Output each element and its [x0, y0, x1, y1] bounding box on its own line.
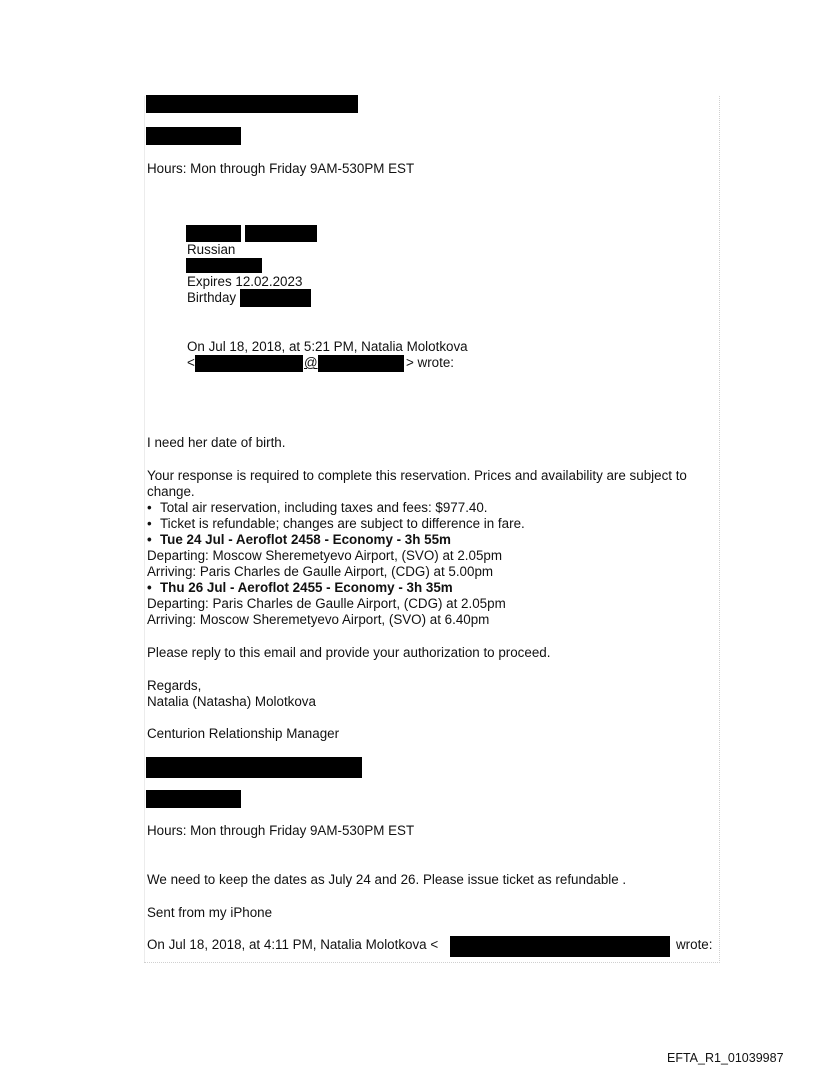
reply-text: We need to keep the dates as July 24 and 26. Please issue ticket as refundable .	[147, 872, 627, 887]
bullet-icon: •	[147, 500, 152, 515]
list-item	[147, 500, 488, 516]
message-text: Please reply to this email and provide your authorization to proceed.	[147, 645, 551, 660]
redacted-block	[245, 225, 317, 242]
bullet-icon: •	[147, 532, 152, 547]
quote-header: On Jul 18, 2018, at 4:11 PM, Natalia Molotkova <	[147, 937, 439, 952]
redacted-email-domain	[318, 355, 404, 372]
redacted-block	[146, 757, 362, 778]
message-text: change.	[147, 484, 195, 499]
quote-lt: <	[187, 355, 195, 370]
list-item	[147, 516, 525, 532]
redacted-block	[186, 258, 262, 273]
flight-title	[147, 580, 453, 596]
redacted-email	[450, 936, 670, 957]
redacted-block	[146, 790, 241, 808]
redacted-block	[240, 289, 311, 307]
bullet-icon: •	[147, 516, 152, 531]
hours-text: Hours: Mon through Friday 9AM-530PM EST	[147, 161, 415, 176]
flight-arriving: Arriving: Moscow Sheremetyevo Airport, (SVO) at 6.40pm	[147, 612, 490, 627]
message-text: Your response is required to complete this reservation. Prices and availability are subject to	[147, 468, 687, 483]
flight-arriving: Arriving: Paris Charles de Gaulle Airport, (CDG) at 5.00pm	[147, 564, 494, 579]
document-id: EFTA_R1_01039987	[667, 1051, 784, 1065]
nationality-text: Russian	[187, 242, 236, 257]
flight-title-text: Thu 26 Jul - Aeroflot 2455 - Economy - 3h 35m	[160, 580, 453, 595]
flight-title	[147, 532, 451, 548]
redacted-block	[186, 225, 241, 242]
email-at-sign: @	[304, 355, 318, 370]
flight-departing: Departing: Moscow Sheremetyevo Airport, (SVO) at 2.05pm	[147, 548, 503, 563]
hours-text: Hours: Mon through Friday 9AM-530PM EST	[147, 823, 415, 838]
bullet-icon: •	[147, 580, 152, 595]
sent-from-text: Sent from my iPhone	[147, 905, 273, 920]
quote-wrote: > wrote:	[406, 355, 455, 370]
expires-text: Expires 12.02.2023	[187, 274, 303, 289]
flight-title-text: Tue 24 Jul - Aeroflot 2458 - Economy - 3h 55m	[160, 532, 451, 547]
redacted-email-user	[195, 355, 303, 372]
quote-header: On Jul 18, 2018, at 5:21 PM, Natalia Molotkova	[187, 339, 468, 354]
sender-title: Centurion Relationship Manager	[147, 726, 340, 741]
regards-text: Regards,	[147, 678, 202, 693]
message-text: I need her date of birth.	[147, 435, 286, 450]
redacted-block	[146, 95, 358, 113]
flight-departing: Departing: Paris Charles de Gaulle Airport, (CDG) at 2.05pm	[147, 596, 506, 611]
redacted-block	[146, 127, 241, 145]
list-item-text: Ticket is refundable; changes are subject to difference in fare.	[160, 516, 525, 531]
sender-name: Natalia (Natasha) Molotkova	[147, 694, 316, 709]
quote-wrote: wrote:	[676, 937, 713, 952]
birthday-label: Birthday	[187, 290, 237, 305]
list-item-text: Total air reservation, including taxes and fees: $977.40.	[160, 500, 488, 515]
